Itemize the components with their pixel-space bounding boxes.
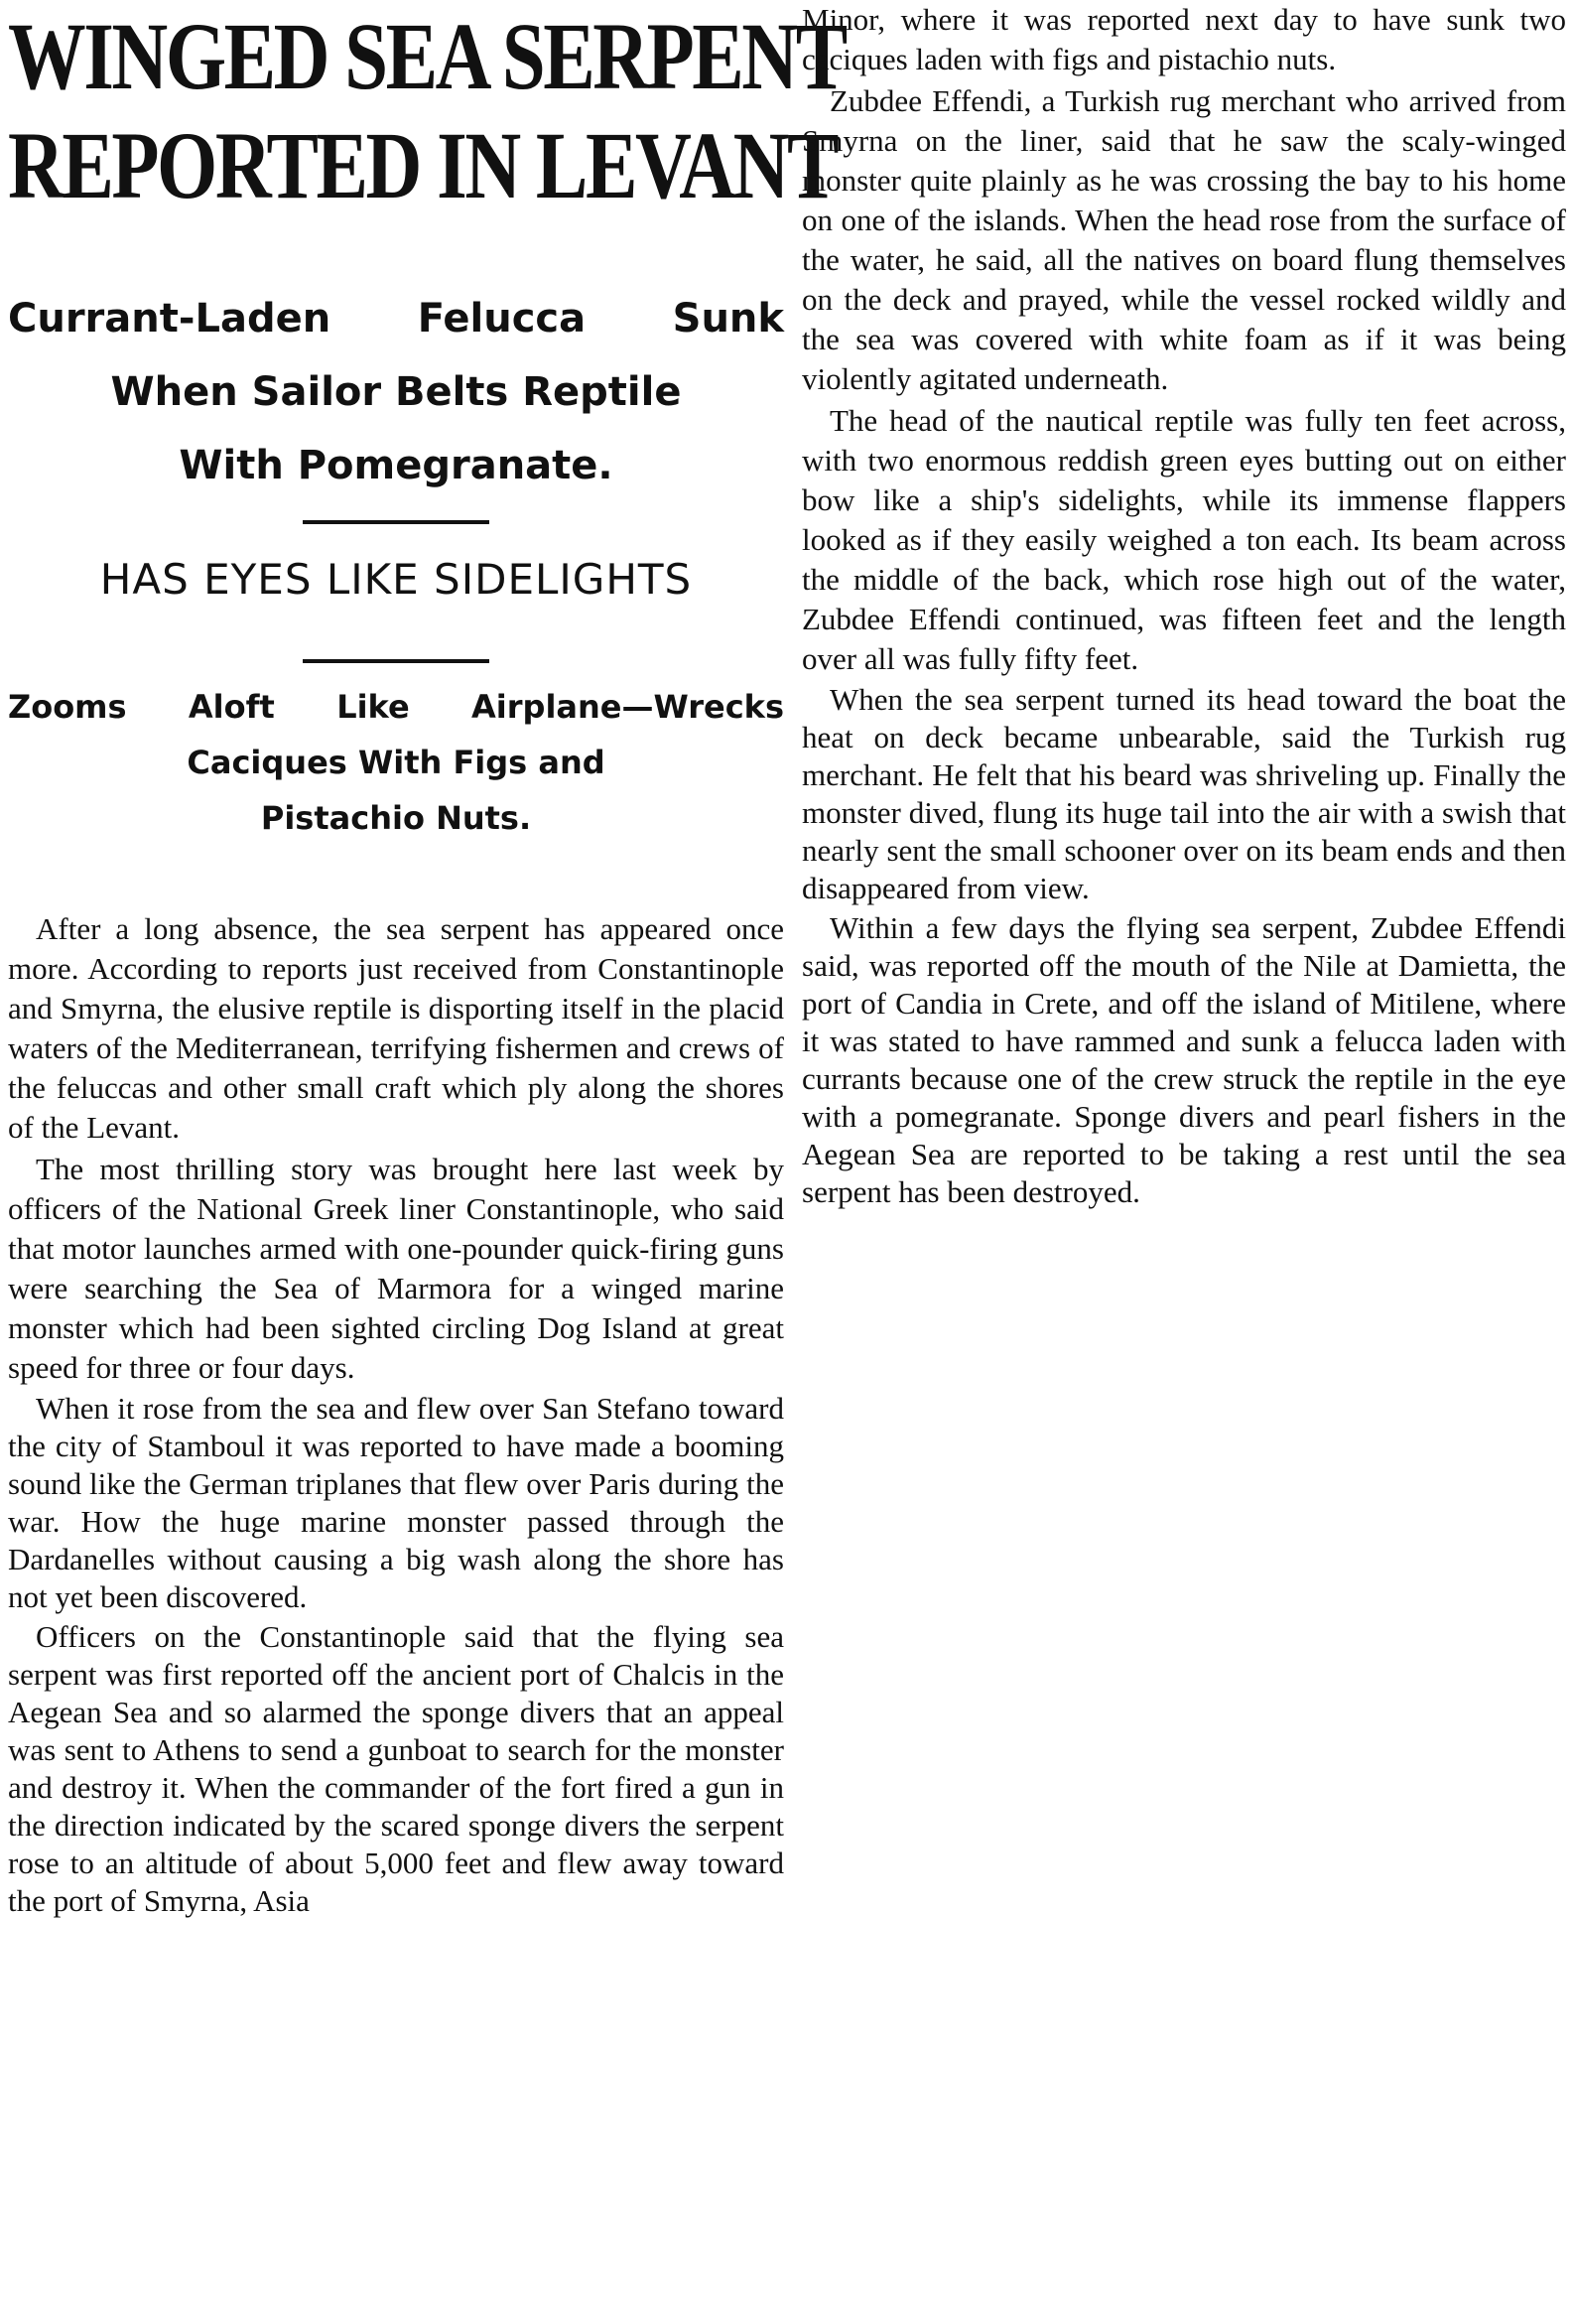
article-paragraph: When the sea serpent turned its head toward the boat the heat on deck became unbearable, said the Turkish rug merchant. He felt that his beard was shriveling up. Finally the monster dived, flung its huge tail into the air with a swish that nearly sent the small schooner over on its beam ends and then disappeared from view. <box>802 682 1566 905</box>
article-paragraph: After a long absence, the sea serpent has appeared once more. According to reports just received from Constantinople and Smyrna, the elusive reptile is disporting itself in the placid waters of the Mediterranean, terrifying fishermen and crews of the feluccas and other small craft which ply along the shores of the Levant. <box>8 911 784 1145</box>
subheadline-primary-line-2: When Sailor Belts Reptile <box>110 369 682 415</box>
left-column <box>8 2 846 1920</box>
headline <box>8 2 846 220</box>
article-paragraph: Within a few days the flying sea serpent, Zubdee Effendi said, was reported off the mouth of the Nile at Damietta, the port of Candia in Crete, and off the island of Mitilene, where it was stated to have rammed and sunk a felucca laden with currants because one of the crew struck the reptile in the eye with a pomegranate. Sponge divers and pearl fishers in the Aegean Sea are reported to be taking a rest until the sea serpent has been destroyed. <box>802 910 1566 1209</box>
article-paragraph: When it rose from the sea and flew over San Stefano toward the city of Stamboul it was reported to have made a booming sound like the German triplanes that flew over Paris during the war. How the huge marine monster passed through the Dardanelles without causing a big wash along the shore has not yet been discovered. <box>8 1391 784 1614</box>
article-paragraph: The most thrilling story was brought here last week by officers of the National Greek liner Constantinople, who said that motor launches armed with one-pounder quick-firing guns were searching the Sea of Marmora for a winged marine monster which had been sighted circling Dog Island at great speed for three or four days. <box>8 1152 784 1385</box>
subheadline-caps: HAS EYES LIKE SIDELIGHTS <box>99 555 693 604</box>
article-paragraph: Zubdee Effendi, a Turkish rug merchant who arrived from Smyrna on the liner, said that he saw the scaly-winged monster quite plainly as he was crossing the bay to his home on one of the islands. When the head rose from the surface of the water, he said, all the natives on board flung themselves on the deck and prayed, while the vessel rocked wildly and the sea was covered with white foam as if it was being violently agitated underneath. <box>802 83 1566 396</box>
right-column <box>802 0 1566 1211</box>
article-body-left <box>8 909 784 1920</box>
subheadline-primary-line-1: Currant-Laden Felucca Sunk <box>8 296 784 342</box>
article-paragraph: The head of the nautical reptile was fully ten feet across, with two enormous reddish green eyes butting out on either bow like a ship's sidelights, while its immense flappers looked as if they easily weighed a ton each. Its beam across the middle of the back, which rose high out of the water, Zubdee Effendi continued, was fifteen feet and the length over all was fully fifty feet. <box>802 403 1566 676</box>
subheadline-secondary-line-3: Pistachio Nuts. <box>260 799 532 837</box>
article-paragraph: Officers on the Constantinople said that the flying sea serpent was first reported off the ancient port of Chalcis in the Aegean Sea and so alarmed the sponge divers that an appeal was sent to Athens to send a gunboat to search for the monster and destroy it. When the commander of the fort fired a gun in the direction indicated by the scared sponge divers the serpent rose to an altitude of about 5,000 feet and flew away toward the port of Smyrna, Asia <box>8 1619 784 1918</box>
subheadline-secondary-line-2: Caciques With Figs and <box>187 744 605 781</box>
divider-rule <box>303 659 489 663</box>
headline-line-2: REPORTED IN LEVANT <box>8 112 838 218</box>
divider-rule <box>303 520 489 524</box>
subheadline-secondary-line-1: Zooms Aloft Like Airplane—Wrecks <box>8 688 784 726</box>
subheadline-primary <box>8 282 784 502</box>
headline-line-1: WINGED SEA SERPENT <box>8 3 846 109</box>
subheadline-primary-line-3: With Pomegranate. <box>179 443 613 488</box>
article-paragraph: Minor, where it was reported next day to have sunk two caciques laden with figs and pistachio nuts. <box>802 2 1566 76</box>
subheadline-secondary <box>8 679 784 846</box>
article-body-right <box>802 0 1566 1211</box>
